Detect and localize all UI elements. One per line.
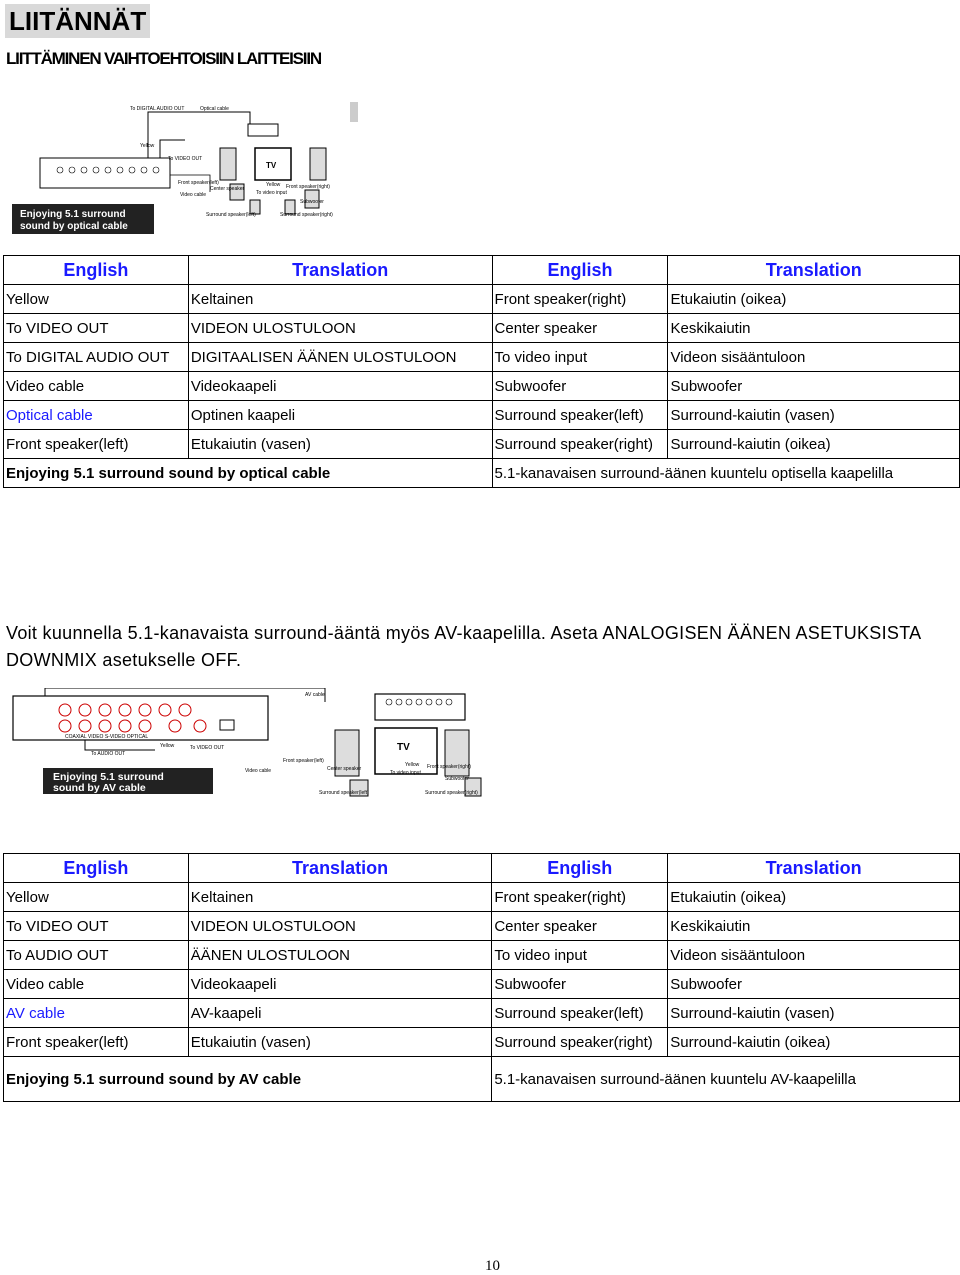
table-row	[4, 314, 960, 343]
table-row	[4, 999, 960, 1028]
label-optical-cable: Optical cable	[200, 106, 229, 112]
label-front-left: Front speaker(left)	[283, 758, 324, 764]
table-cell: Surround speaker(right)	[492, 430, 668, 459]
table-row	[4, 285, 960, 314]
table-cell: AV cable	[4, 999, 189, 1028]
label-front-left: Front speaker(left)	[178, 180, 219, 186]
table-row-summary	[4, 1057, 960, 1102]
label-subwoofer: Subwoofer	[445, 776, 469, 782]
table-cell: Videokaapeli	[188, 372, 492, 401]
table-row	[4, 883, 960, 912]
label-center: Center speaker	[210, 186, 245, 192]
label-video-out: To VIDEO OUT	[168, 156, 203, 162]
header-english-2: English	[492, 256, 668, 285]
table-cell: Front speaker(left)	[4, 430, 189, 459]
header-english: English	[4, 854, 189, 883]
label-surround-left: Surround speaker(left)	[206, 212, 256, 218]
label-av-cable: AV cable	[305, 692, 325, 698]
page-number: 10	[485, 1258, 500, 1274]
table-cell: To VIDEO OUT	[4, 314, 189, 343]
badge-line-2: sound by optical cable	[20, 221, 128, 232]
table-cell: To DIGITAL AUDIO OUT	[4, 343, 189, 372]
label-surround-right: Surround speaker(right)	[280, 212, 333, 218]
table-cell: Yellow	[4, 883, 189, 912]
translation-table-optical	[3, 255, 960, 488]
table-cell: Optinen kaapeli	[188, 401, 492, 430]
label-surround-right: Surround speaker(right)	[425, 790, 478, 796]
translation-table-av	[3, 853, 960, 1102]
optical-connection-diagram	[10, 100, 360, 240]
table-row	[4, 912, 960, 941]
table-cell: Videon sisääntuloon	[668, 941, 960, 970]
table-row	[4, 343, 960, 372]
table-row	[4, 941, 960, 970]
table-cell: Enjoying 5.1 surround sound by AV cable	[4, 1057, 492, 1102]
table-cell: Videon sisääntuloon	[668, 343, 960, 372]
table-row	[4, 430, 960, 459]
table-cell: DIGITAALISEN ÄÄNEN ULOSTULOON	[188, 343, 492, 372]
table-cell: Etukaiutin (vasen)	[188, 430, 492, 459]
label-yellow: Yellow	[140, 143, 155, 149]
table-cell: Front speaker(right)	[492, 883, 668, 912]
table-row	[4, 1028, 960, 1057]
table-cell: Surround-kaiutin (vasen)	[668, 401, 960, 430]
table-header-row	[4, 256, 960, 285]
table-cell: To VIDEO OUT	[4, 912, 189, 941]
table-cell: To video input	[492, 343, 668, 372]
label-video-input: To video input	[390, 770, 421, 776]
badge-line-1: Enjoying 5.1 surround	[20, 209, 126, 220]
table-row	[4, 970, 960, 999]
table-cell: VIDEON ULOSTULOON	[188, 314, 492, 343]
header-translation: Translation	[188, 256, 492, 285]
table-cell: Surround-kaiutin (oikea)	[668, 1028, 960, 1057]
label-video-input: To video input	[256, 190, 287, 196]
table-cell: AV-kaapeli	[188, 999, 492, 1028]
table-header-row	[4, 854, 960, 883]
section-subtitle: LIITTÄMINEN VAIHTOEHTOISIIN LAITTEISIIN	[6, 49, 321, 68]
table-cell: Yellow	[4, 285, 189, 314]
table-cell: Etukaiutin (oikea)	[668, 883, 960, 912]
table-cell: Surround-kaiutin (oikea)	[668, 430, 960, 459]
table-cell: Center speaker	[492, 912, 668, 941]
label-subwoofer: Subwoofer	[300, 199, 324, 205]
table-cell: 5.1-kanavaisen surround-äänen kuuntelu AV-kaapelilla	[492, 1057, 960, 1102]
page-title: LIITÄNNÄT	[5, 4, 150, 38]
table-cell: Video cable	[4, 970, 189, 999]
tv-label: TV	[397, 742, 410, 753]
label-digital-out: To DIGITAL AUDIO OUT	[130, 106, 185, 112]
table-row	[4, 401, 960, 430]
header-english-2: English	[492, 854, 668, 883]
table-cell: Keskikaiutin	[668, 912, 960, 941]
table-cell: Surround speaker(left)	[492, 999, 668, 1028]
label-front-right: Front speaker(right)	[286, 184, 330, 190]
label-center: Center speaker	[327, 766, 362, 772]
label-surround-left: Surround speaker(left)	[319, 790, 369, 796]
label-front-right: Front speaker(right)	[427, 764, 471, 770]
table-cell: Front speaker(right)	[492, 285, 668, 314]
header-translation-2: Translation	[668, 256, 960, 285]
label-yellow: Yellow	[160, 743, 175, 749]
table-cell: To video input	[492, 941, 668, 970]
table-cell: Keltainen	[188, 883, 492, 912]
table-cell: Surround speaker(right)	[492, 1028, 668, 1057]
table-cell: Etukaiutin (oikea)	[668, 285, 960, 314]
table-cell: Keskikaiutin	[668, 314, 960, 343]
table-cell: ÄÄNEN ULOSTULOON	[188, 941, 492, 970]
table-cell: Keltainen	[188, 285, 492, 314]
table-cell: Videokaapeli	[188, 970, 492, 999]
table-row-summary	[4, 459, 960, 488]
header-translation-2: Translation	[668, 854, 960, 883]
table-cell: Subwoofer	[668, 372, 960, 401]
table-cell: Subwoofer	[492, 372, 668, 401]
tv-label: TV	[266, 161, 277, 170]
badge-line-1: Enjoying 5.1 surround	[53, 771, 164, 783]
label-video-out: To VIDEO OUT	[190, 745, 225, 751]
table-cell: Subwoofer	[668, 970, 960, 999]
table-cell: Center speaker	[492, 314, 668, 343]
label-video-cable: Video cable	[245, 768, 272, 774]
table-cell: Subwoofer	[492, 970, 668, 999]
table-cell: Enjoying 5.1 surround sound by optical cable	[4, 459, 493, 488]
label-panel: COAXIAL VIDEO S-VIDEO OPTICAL	[65, 734, 149, 740]
table-cell: VIDEON ULOSTULOON	[188, 912, 492, 941]
instruction-paragraph: Voit kuunnella 5.1-kanavaista surround-ääntä myös AV-kaapelilla. Aseta ANALOGISEN ÄÄNEN ASETUKSISTA DOWNMIX asetukselle OFF.	[6, 623, 921, 670]
av-connection-diagram	[5, 688, 490, 798]
table-cell: Front speaker(left)	[4, 1028, 189, 1057]
label-video-cable: Video cable	[180, 192, 207, 198]
header-english: English	[4, 256, 189, 285]
label-yellow-2: Yellow	[266, 182, 281, 188]
table-cell: Surround speaker(left)	[492, 401, 668, 430]
header-translation: Translation	[188, 854, 492, 883]
badge-line-2: sound by AV cable	[53, 782, 146, 794]
table-row	[4, 372, 960, 401]
table-cell: To AUDIO OUT	[4, 941, 189, 970]
table-cell: Surround-kaiutin (vasen)	[668, 999, 960, 1028]
table-cell: Etukaiutin (vasen)	[188, 1028, 492, 1057]
label-yellow-2: Yellow	[405, 762, 420, 768]
table-cell: Video cable	[4, 372, 189, 401]
table-cell: Optical cable	[4, 401, 189, 430]
label-audio-out: To AUDIO OUT	[91, 751, 126, 757]
table-cell: 5.1-kanavaisen surround-äänen kuuntelu optisella kaapelilla	[492, 459, 959, 488]
